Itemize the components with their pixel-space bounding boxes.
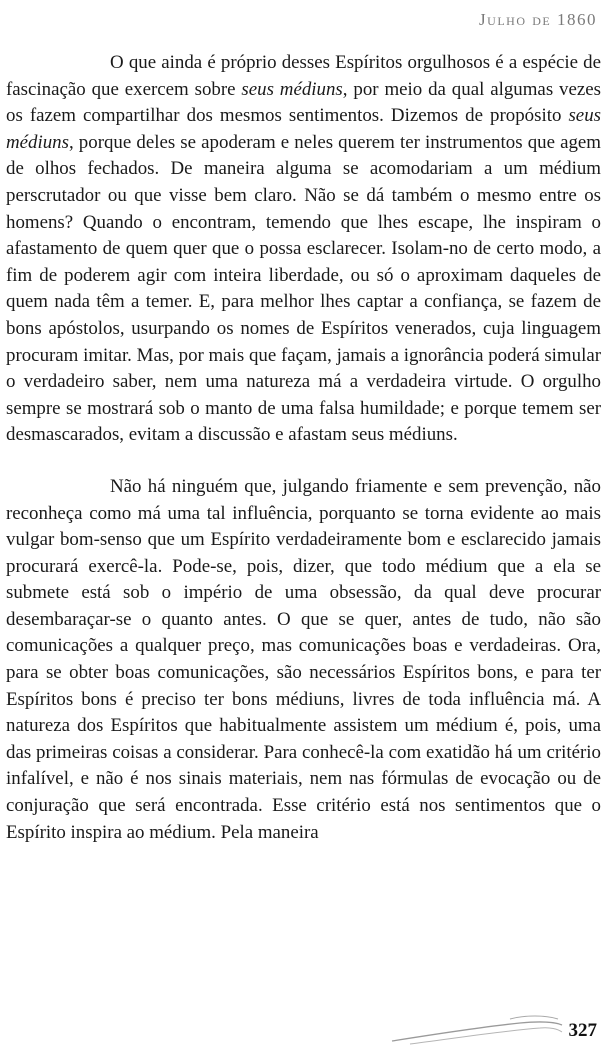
paragraph-1-text: O que ainda é próprio desses Espíritos orgulhosos é a espécie de fascinação que exercem sobre: [6, 52, 601, 100]
paragraph-2: Não há ninguém que, julgando friamente e sem prevenção, não reconheça como má uma tal influência, porquanto se torna evidente ao mais vulgar bom-senso que um Espírito verdadeiramente bom e esclarecido jamais procurará exercê-la. Pode-se, pois, dizer, que todo médium que a ela se submete está sob o império de uma obsessão, da qual deve procurar desembaraçar-se o quanto antes. O que se quer, antes de tudo, não são comunicações a qualquer preço, mas comunicações boas e verdadeiras. Ora, para se obter boas comunicações, são necessários Espíritos bons, e para ter Espíritos bons é preciso ter bons médiuns, livres de toda influência má. A natureza dos Espíritos que habitualmente assistem um médium é, pois, uma das primeiras coisas a considerar. Para conhecê-la com exatidão há um critério infalível, e não é nos sinais materiais, nem nas fórmulas de evocação ou de conjuração que será encontrada. Esse critério está nos sentimentos que o Espírito inspira ao médium. Pela maneira: [6, 475, 601, 843]
page-number: 327: [568, 1020, 597, 1041]
emphasis-seus-mediuns: seus médiuns: [6, 105, 601, 153]
emphasis-seus-mediuns: seus médiuns: [241, 78, 343, 100]
page-body: [6, 50, 601, 846]
paragraph-1: [6, 50, 601, 449]
paragraph-1-text: , por meio da qual algumas vezes os fazem compartilhar dos mesmos sentimentos. Dizemos de propósito: [6, 78, 601, 127]
swash-flourish-icon: [390, 1013, 565, 1047]
running-header: Julho de 1860: [479, 10, 597, 29]
paragraph-1-text: , porque deles se apoderam e neles querem ter instrumentos que agem de olhos fechados. De maneira alguma se acomodariam a um médium perscrutador ou que visse bem claro. Não se dá também o mesmo entre os homens? Quando o encontram, temendo que lhes escape, lhe inspiram o afastamento de quem quer que o possa esclarecer. Isolam-no de certo modo, a fim de poderem agir com inteira liberdade, ou só o aproximam daqueles de quem nada têm a temer. E, para melhor lhes captar a confiança, se fazem de bons apóstolos, usurpando os nomes de Espíritos venerados, cuja linguagem procuram imitar. Mas, por mais que façam, jamais a ignorância poderá simular o verdadeiro saber, nem uma natureza má a verdadeira virtude. O orgulho sempre se mostrará sob o manto de uma falsa humildade; e porque temem ser desmascarados, evitam a discussão e afastam seus médiuns.: [6, 131, 601, 446]
